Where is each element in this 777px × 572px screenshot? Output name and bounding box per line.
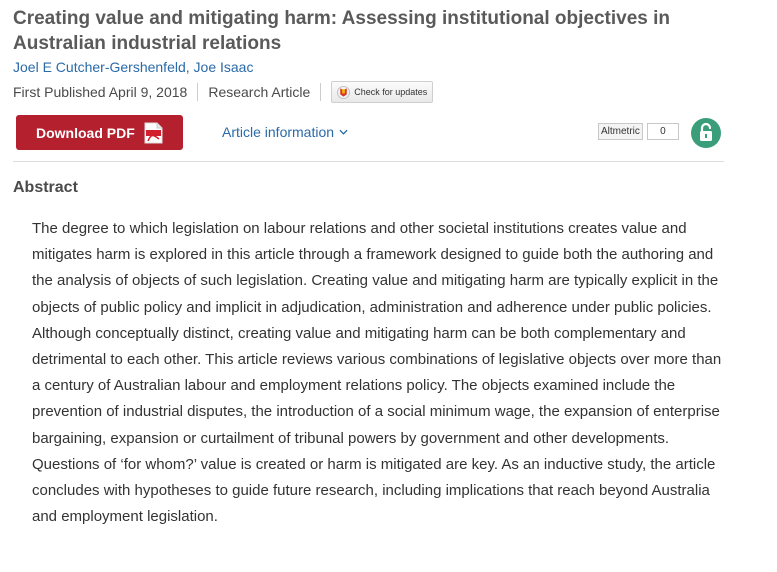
article-type: Research Article (208, 84, 311, 100)
author-list (13, 58, 253, 76)
author-separator: , (185, 59, 194, 75)
published-date: First Published April 9, 2018 (13, 84, 188, 100)
pdf-file-icon (144, 122, 163, 144)
chevron-down-icon (339, 129, 348, 135)
article-information-label: Article information (222, 124, 335, 140)
check-for-updates-button[interactable] (331, 81, 433, 103)
crossmark-icon (337, 86, 350, 99)
author-link[interactable]: Joel E Cutcher-Gershenfeld (13, 59, 186, 75)
abstract-text: The degree to which legislation on labour relations and other societal institutions creates value and mitigates harm is explored in this article through a framework designed to guide both the authoring and the analysis of objects of such legislation. Creating value and mitigating harm are typically explicit in the objects of public policy and implicit in adjudication, administration and adherence under public policies. Although conceptually distinct, creating value and mitigating harm can be both complementary and detrimental to each other. This article reviews various combinations of legislative objects over more than a century of Australian labour and employment relations policy. The objects examined include the prevention of industrial disputes, the introduction of a social minimum wage, the expansion of enterprise bargaining, expansion or curtailment of tribunal powers by government and other developments. Questions of ‘for whom?’ value is created or harm is mitigated are key. As an inductive study, the article concludes with hypotheses to guide future research, including implications that reach beyond Australia and employment legislation. (32, 220, 722, 526)
download-pdf-label: Download PDF (36, 124, 135, 141)
section-divider (13, 161, 724, 162)
altmetric-label: Altmetric (598, 123, 643, 140)
article-title: Creating value and mitigating harm: Assessing institutional objectives in Australian industrial relations (13, 8, 671, 54)
altmetric-score: 0 (647, 123, 679, 140)
altmetric-badge[interactable] (598, 123, 679, 140)
divider (320, 83, 321, 101)
abstract-heading: Abstract (13, 179, 78, 196)
article-information-toggle[interactable] (222, 124, 348, 140)
open-lock-icon[interactable] (691, 118, 721, 148)
download-pdf-button[interactable] (16, 115, 183, 150)
check-for-updates-label: Check for updates (354, 87, 428, 97)
divider (197, 83, 198, 101)
author-link[interactable]: Joe Isaac (193, 59, 254, 75)
publication-meta (13, 81, 433, 103)
